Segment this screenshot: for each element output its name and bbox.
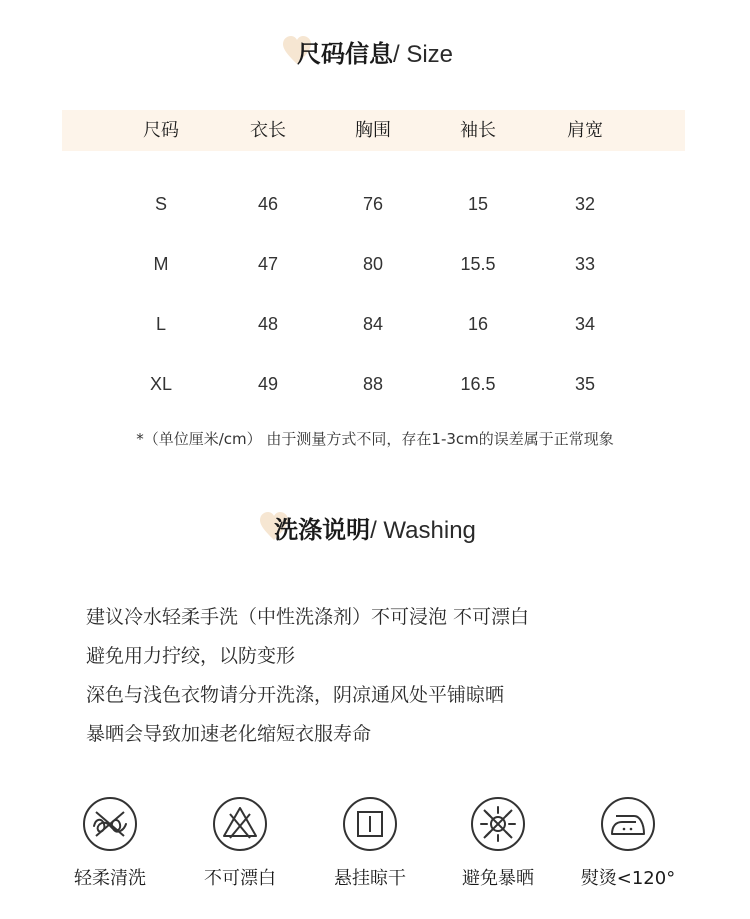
table-row	[62, 174, 685, 234]
header-sleeve: 袖长	[460, 120, 496, 141]
gentle-wash-icon	[82, 796, 138, 852]
avoid-sun-icon	[470, 796, 526, 852]
table-row	[62, 354, 685, 414]
size-table	[62, 110, 685, 414]
care-label: 轻柔清洗	[74, 868, 146, 889]
header-chest: 胸围	[355, 120, 391, 141]
measurement-note: *（单位厘米/cm） 由于测量方式不同，存在1-3cm的误差属于正常现象	[136, 430, 614, 448]
cell-size: M	[153, 254, 169, 274]
care-label: 悬挂晾干	[334, 868, 406, 889]
cell-shoulder: 32	[574, 194, 596, 214]
list-item: 避免用力拧绞，以防变形	[86, 645, 296, 667]
care-label: 熨烫<120°	[580, 868, 676, 889]
cell-chest: 76	[362, 194, 384, 214]
care-item-avoid-sun	[438, 796, 558, 890]
hang-dry-icon	[342, 796, 398, 852]
list-item: 暴晒会导致加速老化缩短衣服寿命	[86, 723, 372, 745]
cell-shoulder: 35	[574, 374, 596, 394]
care-item-iron	[568, 796, 688, 890]
cell-chest: 80	[362, 254, 384, 274]
cell-sleeve: 16	[467, 314, 489, 334]
care-item-gentle-wash	[50, 796, 170, 890]
size-title-cn: 尺码信息	[296, 40, 393, 68]
cell-length: 46	[257, 194, 279, 214]
care-label: 避免暴晒	[462, 868, 534, 889]
cell-sleeve: 16.5	[460, 374, 496, 394]
table-row	[62, 294, 685, 354]
cell-size: L	[155, 314, 166, 334]
header-length: 衣长	[250, 120, 286, 141]
cell-size: S	[154, 194, 167, 214]
wash-section-title	[0, 514, 750, 547]
wash-title-cn: 洗涤说明	[274, 516, 371, 544]
cell-sleeve: 15	[467, 194, 489, 214]
cell-chest: 84	[362, 314, 384, 334]
cell-length: 47	[257, 254, 279, 274]
cell-shoulder: 34	[574, 314, 596, 334]
iron-icon	[600, 796, 656, 852]
size-title-en: / Size	[392, 41, 454, 68]
wash-title-en: / Washing	[370, 517, 476, 544]
cell-size: XL	[149, 374, 173, 394]
header-size: 尺码	[143, 120, 179, 141]
table-row	[62, 234, 685, 294]
care-icons	[0, 796, 750, 896]
cell-chest: 88	[362, 374, 384, 394]
header-shoulder: 肩宽	[567, 120, 603, 141]
cell-length: 49	[257, 374, 279, 394]
size-section-title	[0, 38, 750, 71]
no-bleach-icon	[212, 796, 268, 852]
size-table-header	[62, 110, 685, 151]
care-item-no-bleach	[180, 796, 300, 890]
care-item-hang-dry	[310, 796, 430, 890]
list-item: 建议冷水轻柔手洗（中性洗涤剂）不可浸泡 不可漂白	[86, 606, 530, 628]
cell-shoulder: 33	[574, 254, 596, 274]
list-item: 深色与浅色衣物请分开洗涤，阴凉通风处平铺晾晒	[86, 684, 505, 706]
care-label: 不可漂白	[204, 868, 276, 889]
cell-sleeve: 15.5	[460, 254, 496, 274]
wash-instructions	[86, 598, 529, 754]
cell-length: 48	[257, 314, 279, 334]
